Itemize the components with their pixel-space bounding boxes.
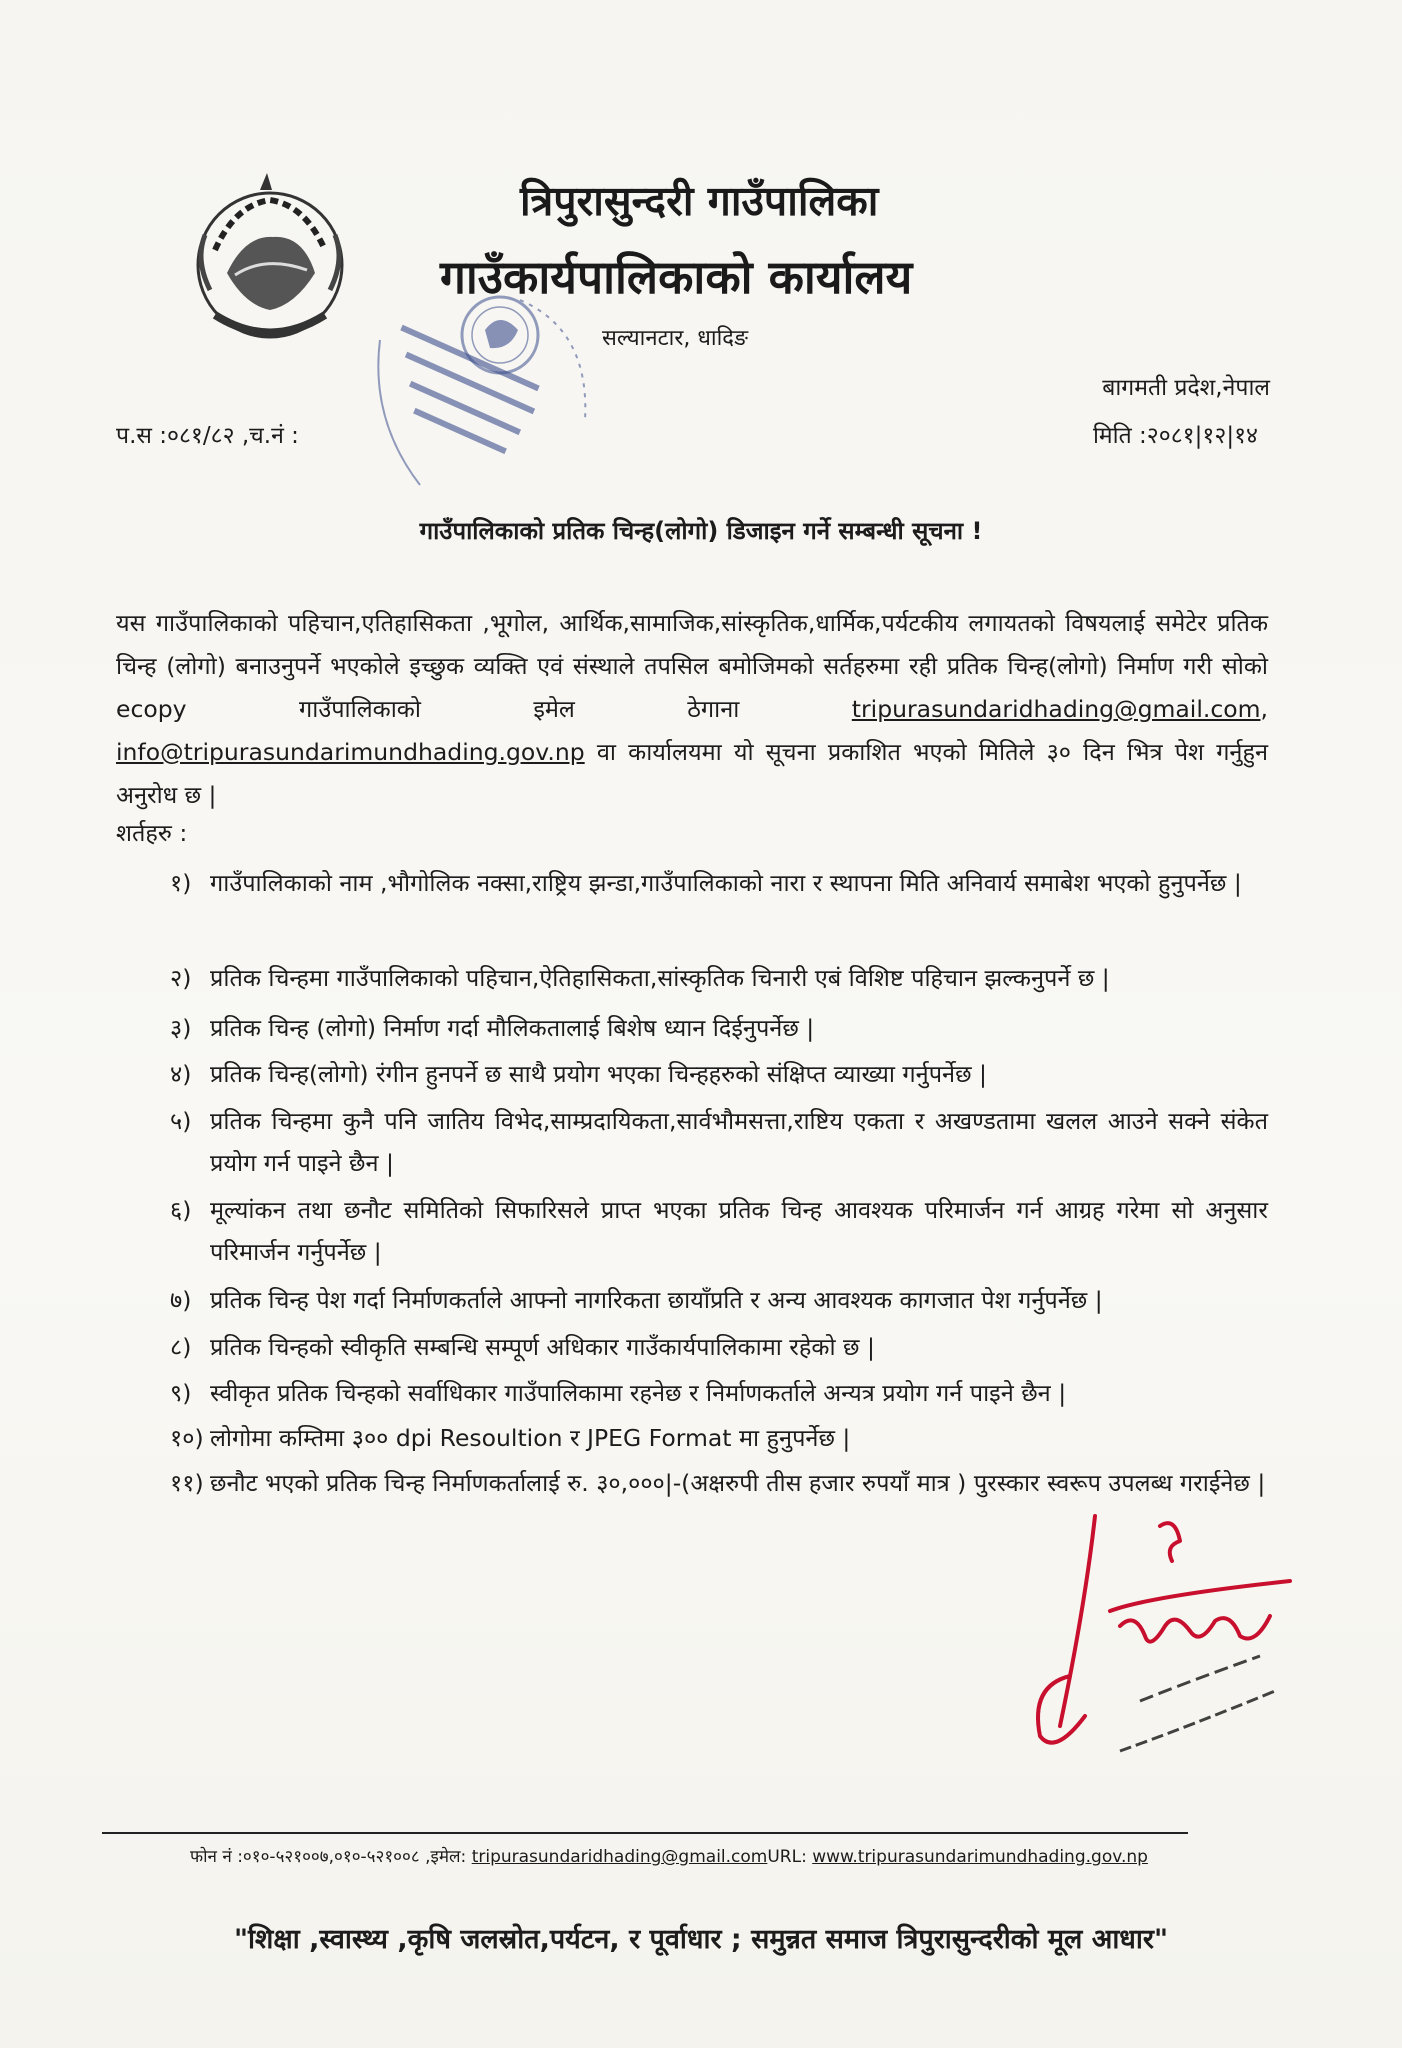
letter-date: मिति :२०८१|१२|१४ (1092, 423, 1258, 449)
condition-text: गाउँपालिकाको नाम ,भौगोलिक नक्सा,राष्ट्रिय झन्डा,गाउँपालिकाको नारा र स्थापना मिति अनिवार्य समाबेश भएको हुनुपर्नेछ | (210, 869, 1242, 897)
condition-number: ३) (170, 1014, 192, 1042)
body-separator: , (1260, 695, 1268, 723)
condition-text: प्रतिक चिन्ह पेश गर्दा निर्माणकर्ताले आफ्नो नागरिकता छायाँप्रति र अन्य आवश्यक कागजात पेश गर्नुपर्नेछ | (210, 1286, 1103, 1314)
office-address: सल्यानटार, धादिङ (602, 326, 748, 351)
condition-item (170, 1007, 1268, 1049)
condition-item (170, 1100, 1268, 1184)
condition-text: लोगोमा कम्तिमा ३०० dpi Resoultion र JPEG Format मा हुनुपर्नेछ | (210, 1424, 851, 1452)
condition-item (170, 1417, 1268, 1459)
condition-item (170, 957, 1268, 999)
footer-divider (102, 1832, 1188, 1834)
condition-item (170, 1189, 1268, 1273)
condition-text: छनौट भएको प्रतिक चिन्ह निर्माणकर्तालाई रु. ३०,०००|-(अक्षरुपी तीस हजार रुपयाँ मात्र ) पुरस्कार स्वरूप उपलब्ध गराईनेछ | (210, 1469, 1266, 1497)
email-link-2[interactable]: info@tripurasundarimundhading.gov.np (116, 738, 585, 766)
condition-number: १०) (170, 1424, 204, 1452)
condition-item (170, 862, 1268, 904)
condition-item (170, 1372, 1268, 1414)
province-address: बागमती प्रदेश,नेपाल (1102, 375, 1270, 401)
reference-number: प.स :०८१/८२ ,च.नं : (116, 423, 299, 449)
body-text-2: वा कार्यालयमा यो सूचना प्रकाशित भएको मितिले ३० दिन भित्र पेश गर्नुहुन अनुरोध छ | (116, 738, 1268, 809)
condition-text: प्रतिक चिन्हमा कुनै पनि जातिय विभेद,साम्प्रदायिकता,सार्वभौमसत्ता,राष्टिय एकता र अखण्डतामा खलल आउने सक्ने संकेत प्रयोग गर्न पाइने छैन | (210, 1107, 1268, 1177)
condition-number: ११) (170, 1469, 204, 1497)
nepal-emblem-icon (175, 165, 365, 355)
municipality-motto: "शिक्षा ,स्वास्थ्य ,कृषि जलस्रोत,पर्यटन, र पूर्वाधार ; समुन्नत समाज त्रिपुरासुन्दरीको मूल आधार" (233, 1924, 1169, 1955)
condition-text: प्रतिक चिन्हमा गाउँपालिकाको पहिचान,ऐतिहासिकता,सांस्कृतिक चिनारी एबं विशिष्ट पहिचान झल्कनुपर्ने छ | (210, 964, 1110, 992)
footer-phone: फोन नं :०१०-५२१००७,०१०-५२१००८ ,इमेल: (190, 1847, 472, 1867)
condition-number: २) (170, 964, 192, 992)
condition-text: स्वीकृत प्रतिक चिन्हको सर्वाधिकार गाउँपालिकामा रहनेछ र निर्माणकर्ताले अन्यत्र प्रयोग गर्न पाइने छैन | (210, 1379, 1067, 1407)
footer-website-link[interactable]: www.tripurasundarimundhading.gov.np (812, 1847, 1148, 1867)
municipality-name: त्रिपुरासुन्दरी गाउँपालिका (520, 177, 879, 225)
email-link-1[interactable]: tripurasundaridhading@gmail.com (851, 695, 1261, 723)
office-name: गाउँकार्यपालिकाको कार्यालय (440, 250, 913, 304)
signature (1000, 1486, 1300, 1776)
condition-number: ६) (170, 1196, 192, 1224)
condition-number: ७) (170, 1286, 192, 1314)
condition-text: मूल्यांकन तथा छनौट समितिको सिफारिसले प्राप्त भएका प्रतिक चिन्ह आवश्यक परिमार्जन गर्न आग्रह गरेमा सो अनुसार परिमार्जन गर्नुपर्नेछ | (210, 1196, 1268, 1266)
condition-text: प्रतिक चिन्ह (लोगो) निर्माण गर्दा मौलिकतालाई बिशेष ध्यान दिईनुपर्नेछ | (210, 1014, 815, 1042)
condition-number: १) (170, 869, 192, 897)
footer-url-label: URL: (767, 1847, 813, 1867)
condition-number: ४) (170, 1060, 192, 1088)
conditions-heading: शर्तहरु : (116, 819, 188, 847)
condition-number: ८) (170, 1333, 192, 1361)
condition-number: ९) (170, 1379, 192, 1407)
footer-email-link[interactable]: tripurasundaridhading@gmail.com (471, 1847, 768, 1867)
condition-number: ५) (170, 1107, 192, 1135)
notice-body (116, 602, 1268, 817)
condition-text: प्रतिक चिन्ह(लोगो) रंगीन हुनपर्ने छ साथै प्रयोग भएका चिन्हहरुको संक्षिप्त व्याख्या गर्नुपर्नेछ | (210, 1060, 987, 1088)
condition-text: प्रतिक चिन्हको स्वीकृति सम्बन्धि सम्पूर्ण अधिकार गाउँकार्यपालिकामा रहेको छ | (210, 1333, 875, 1361)
condition-item (170, 1326, 1268, 1368)
condition-item (170, 1279, 1268, 1321)
footer-contact (190, 1844, 1148, 1867)
notice-subject: गाउँपालिकाको प्रतिक चिन्ह(लोगो) डिजाइन गर्ने सम्बन्धी सूचना ! (419, 517, 983, 545)
body-text-1: यस गाउँपालिकाको पहिचान,एतिहासिकता ,भूगोल, आर्थिक,सामाजिक,सांस्कृतिक,धार्मिक,पर्यटकीय लगायतको विषयलाई समेटेर प्रतिक चिन्ह (लोगो) बनाउनुपर्ने भएकोले इच्छुक व्यक्ति एवं संस्थाले तपसिल बमोजिमको सर्तहरुमा रही प्रतिक चिन्ह(लोगो) निर्माण गरी सोको ecopy गाउँपालिकाको इमेल ठेगाना (116, 609, 1268, 723)
condition-item (170, 1053, 1268, 1095)
